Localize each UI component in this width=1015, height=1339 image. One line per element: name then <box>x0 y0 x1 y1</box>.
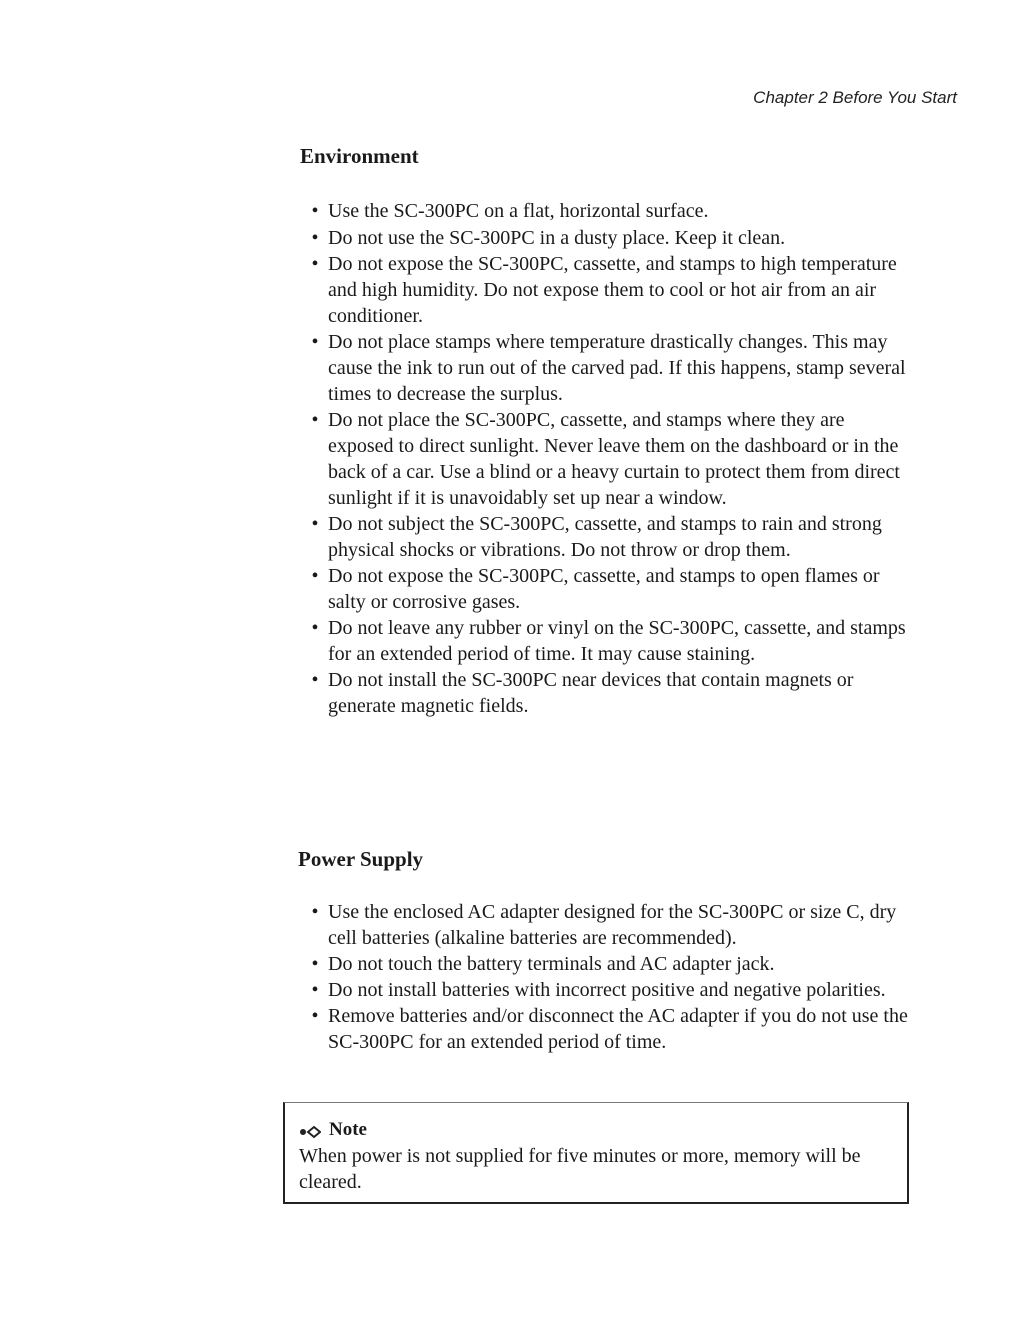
bullet-icon: • <box>311 331 319 353</box>
note-arrow-icon <box>299 1123 321 1137</box>
list-item <box>308 615 908 667</box>
list-item-text: Do not use the SC-300PC in a dusty place. Keep it clean. <box>328 227 786 249</box>
list-item-text: Do not expose the SC-300PC, cassette, and stamps to open flames or salty or corrosive gases. <box>328 565 880 613</box>
bullet-icon: • <box>311 979 319 1001</box>
note-box <box>283 1102 909 1204</box>
bullet-icon: • <box>311 901 319 923</box>
list-item <box>308 198 908 224</box>
list-item <box>308 899 908 951</box>
list-item <box>308 951 908 977</box>
list-item-text: Do not touch the battery terminals and AC adapter jack. <box>328 953 775 975</box>
bullet-icon: • <box>311 513 319 535</box>
list-item <box>308 667 908 719</box>
bullet-icon: • <box>311 200 319 222</box>
note-label: Note <box>329 1119 367 1140</box>
list-item <box>308 511 908 563</box>
list-item-text: Do not leave any rubber or vinyl on the SC-300PC, cassette, and stamps for an extended period of time. It may cause staining. <box>328 617 906 665</box>
running-header: Chapter 2 Before You Start <box>753 88 957 107</box>
list-item-text: Do not place stamps where temperature drastically changes. This may cause the ink to run out of the carved pad. If this happens, stamp several times to decrease the surplus. <box>328 331 906 405</box>
list-item <box>308 977 908 1003</box>
bullet-icon: • <box>311 953 319 975</box>
list-item <box>308 1003 908 1055</box>
power-supply-list <box>308 899 908 1055</box>
section-title-environment: Environment <box>300 144 419 168</box>
bullet-icon: • <box>311 617 319 639</box>
list-item <box>308 407 908 511</box>
list-item-text: Do not subject the SC-300PC, cassette, and stamps to rain and strong physical shocks or vibrations. Do not throw or drop them. <box>328 513 882 561</box>
section-title-power-supply: Power Supply <box>298 847 424 871</box>
list-item-text: Do not install the SC-300PC near devices that contain magnets or generate magnetic fields. <box>328 669 854 717</box>
list-item-text: Remove batteries and/or disconnect the AC adapter if you do not use the SC-300PC for an extended period of time. <box>328 1005 908 1053</box>
list-item-text: Use the enclosed AC adapter designed for the SC-300PC or size C, dry cell batteries (alkaline batteries are recommended). <box>328 901 897 949</box>
list-item <box>308 251 908 329</box>
bullet-icon: • <box>311 409 319 431</box>
bullet-icon: • <box>311 565 319 587</box>
list-item <box>308 563 908 615</box>
environment-list <box>308 198 908 719</box>
list-item <box>308 329 908 407</box>
list-item-text: Do not place the SC-300PC, cassette, and stamps where they are exposed to direct sunlight. Never leave them on the dashboard or in the back of a car. Use a blind or a heavy curtain to protect them from direct sunlight if it is unavoidably set up near a window. <box>328 409 900 509</box>
list-item-text: Do not install batteries with incorrect positive and negative polarities. <box>328 979 886 1001</box>
note-heading <box>299 1119 367 1141</box>
bullet-icon: • <box>311 253 319 275</box>
bullet-icon: • <box>311 669 319 691</box>
list-item-text: Do not expose the SC-300PC, cassette, and stamps to high temperature and high humidity. Do not expose them to cool or hot air from an air conditioner. <box>328 253 897 327</box>
note-text: When power is not supplied for five minutes or more, memory will be cleared. <box>299 1145 861 1193</box>
list-item <box>308 225 908 251</box>
list-item-text: Use the SC-300PC on a flat, horizontal surface. <box>328 200 709 222</box>
bullet-icon: • <box>311 227 319 249</box>
bullet-icon: • <box>311 1005 319 1027</box>
